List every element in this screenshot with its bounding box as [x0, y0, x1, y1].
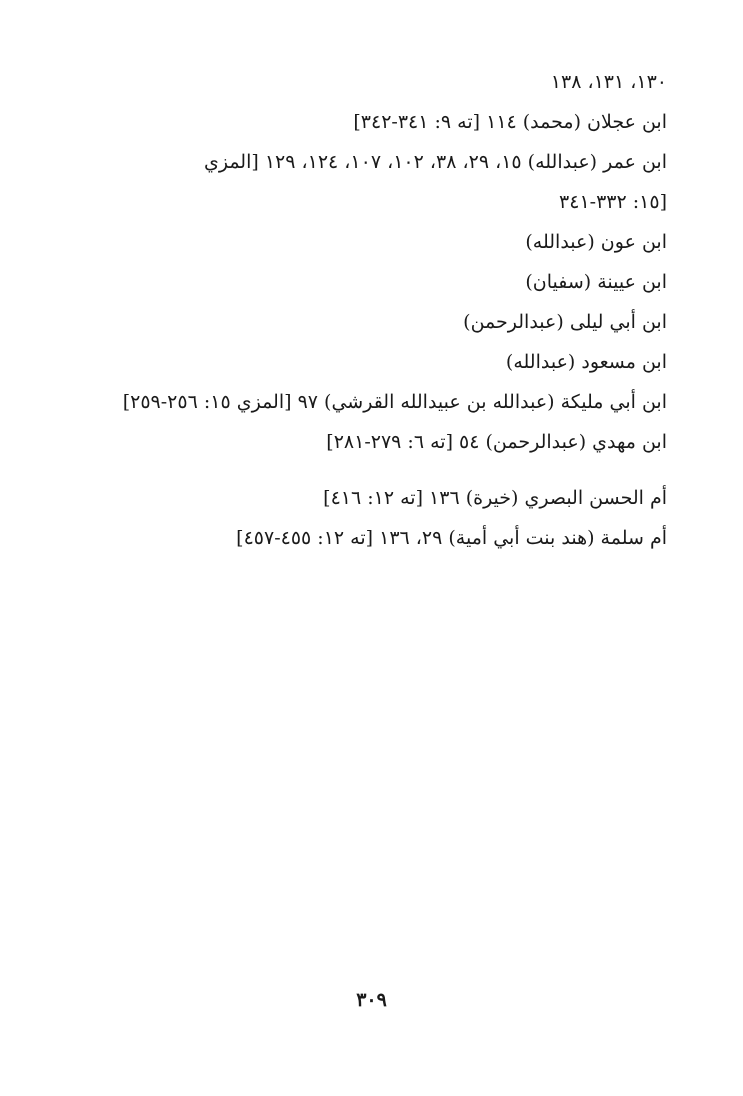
index-entry: أم سلمة (هند بنت أبي أمية) ٢٩، ١٣٦ [ته ١٢: ٤٥٥-٤٥٧] — [236, 527, 667, 549]
index-entry: ابن أبي مليكة (عبدالله بن عبيدالله القرشي) ٩٧ [المزي ١٥: ٢٥٦-٢٥٩] — [122, 391, 667, 413]
index-entry: ابن مهدي (عبدالرحمن) ٥٤ [ته ٦: ٢٧٩-٢٨١] — [326, 431, 667, 453]
index-entry: ابن عجلان (محمد) ١١٤ [ته ٩: ٣٤١-٣٤٢] — [353, 111, 667, 133]
index-entry: ابن أبي ليلى (عبدالرحمن) — [463, 311, 667, 333]
index-entry: ابن مسعود (عبدالله) — [505, 351, 667, 373]
index-entry: ١٣٠، ١٣١، ١٣٨ — [550, 71, 667, 93]
group-separator — [67, 462, 667, 478]
index-entry: أم الحسن البصري (خيرة) ١٣٦ [ته ١٢: ٤١٦] — [323, 487, 667, 509]
index-entry: ابن عون (عبدالله) — [525, 231, 667, 253]
index-entry: ابن عيينة (سفيان) — [525, 271, 667, 293]
index-entries — [67, 62, 667, 558]
index-entry: ابن عمر (عبدالله) ١٥، ٢٩، ٣٨، ١٠٢، ١٠٧، ١٢٤، ١٢٩ [المزي — [203, 151, 667, 173]
index-entry: ١٥: ٣٣٢-٣٤١] — [559, 191, 667, 213]
page-number: ٣٠٩ — [356, 989, 387, 1011]
